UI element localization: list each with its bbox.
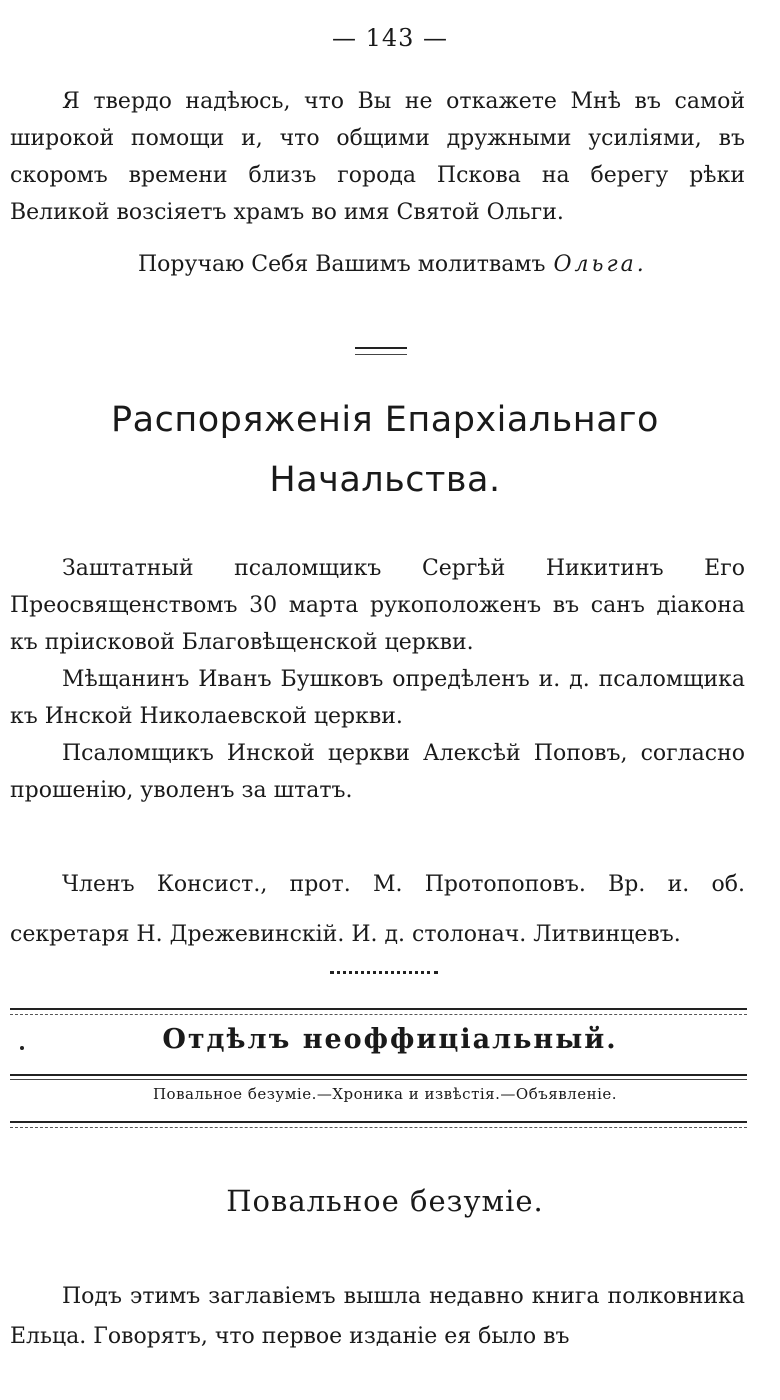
rule-line (10, 1014, 747, 1015)
rule-line (10, 1079, 747, 1080)
page-number: — 143 — (331, 24, 449, 52)
rule-line (10, 1008, 747, 1010)
order-text-1: Заштатный псаломщикъ Сергѣй Никитинъ Его Преосвященствомъ 30 марта рукоположенъ въ санъ діакона къ пріисковой Благовѣщенской церкви. (10, 556, 745, 655)
order-paragraph-1 (10, 550, 745, 661)
letter-closing: Поручаю Себя Вашимъ молитвамъ (138, 252, 546, 277)
signatories-text: Членъ Консист., прот. М. Протопоповъ. Вр. и. об. секретаря Н. Дрежевинскій. И. д. столонач. Литвинцевъ. (10, 872, 745, 947)
article-paragraph (10, 1277, 745, 1357)
unofficial-contents: Повальное безуміе.—Хроника и извѣстія.—Объявленіе. (152, 1085, 618, 1103)
letter-paragraph (10, 83, 745, 231)
rule-line (10, 1127, 747, 1128)
order-text-3: Псаломщикъ Инской церкви Алексѣй Поповъ, согласно прошенію, уволенъ за штатъ. (10, 741, 745, 803)
order-text-2: Мѣщанинъ Иванъ Бушковъ опредѣленъ и. д. псаломщика къ Инской Николаевской церкви. (10, 667, 745, 729)
article-title: Повальное безуміе. (226, 1184, 544, 1218)
rule-line (10, 1074, 747, 1076)
letter-signature: Ольга. (553, 252, 647, 277)
rule-line (10, 1121, 747, 1123)
unofficial-section-title: Отдѣлъ неоффиціальный. (162, 1024, 618, 1055)
signatories-paragraph (10, 860, 745, 960)
article-text: Подъ этимъ заглавіемъ вышла недавно книга полковника Ельца. Говорятъ, что первое изданіе ея было въ (10, 1284, 745, 1349)
divider-ornament (355, 347, 407, 355)
order-paragraph-2 (10, 661, 745, 735)
letter-paragraph-text: Я твердо надѣюсь, что Вы не откажете Мнѣ въ самой широкой помощи и, что общими дружными усиліями, въ скоромъ времени близъ города Пскова на берегу рѣки Великой возсіяетъ храмъ во имя Святой Ольги. (10, 89, 745, 225)
dotted-ornament (330, 971, 438, 978)
letter-closing-line (138, 252, 647, 277)
section-heading: Распоряженія Епархіальнаго Начальства. (111, 400, 659, 500)
order-paragraph-3 (10, 735, 745, 809)
